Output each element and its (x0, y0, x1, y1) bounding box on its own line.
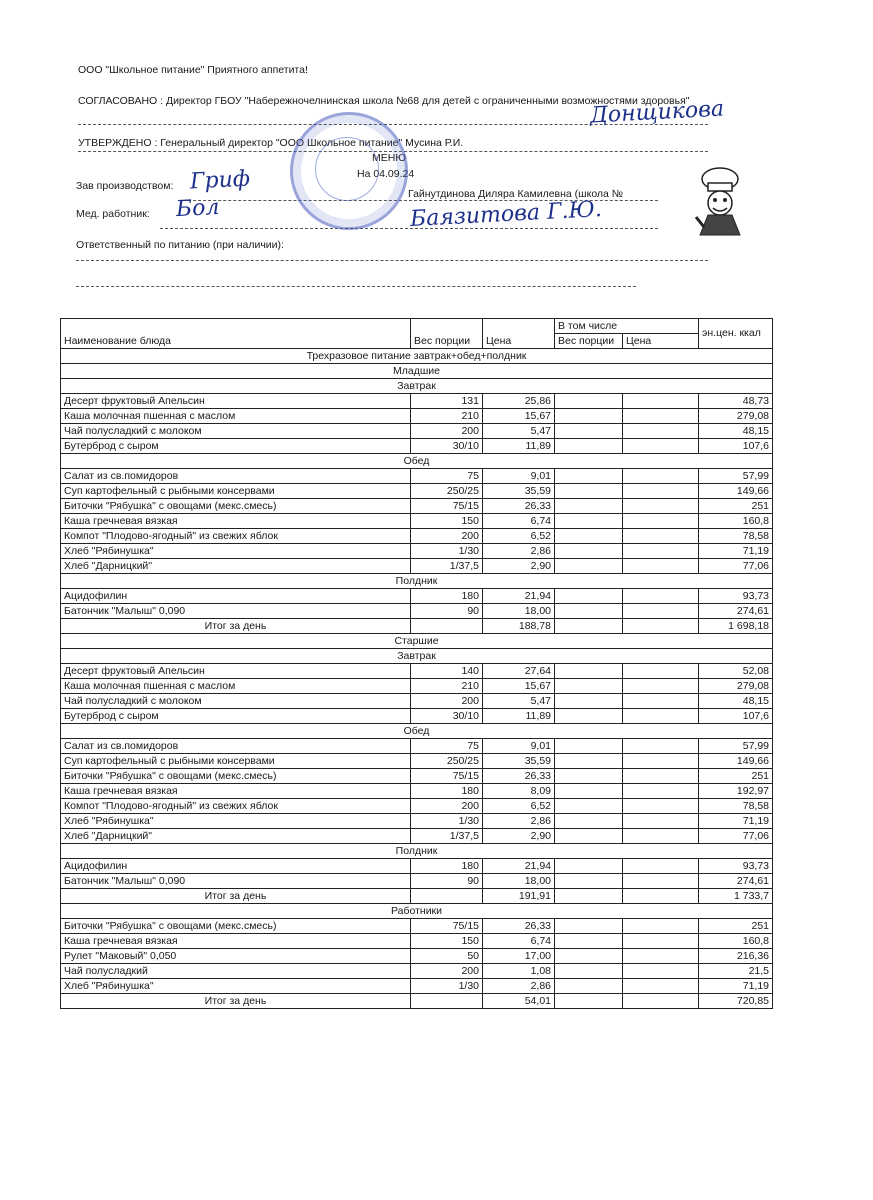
table-row (61, 739, 773, 754)
table-row (61, 499, 773, 514)
dish-weight: 150 (411, 514, 483, 529)
dish-weight (411, 994, 483, 1009)
dish-kcal: 279,08 (699, 409, 773, 424)
dish-name: Итог за день (61, 619, 411, 634)
table-row (61, 829, 773, 844)
dish-price: 8,09 (483, 784, 555, 799)
dish-price: 188,78 (483, 619, 555, 634)
meal-row (61, 724, 773, 739)
dish-name: Ацидофилин (61, 589, 411, 604)
table-row (61, 784, 773, 799)
dish-name: Суп картофельный с рыбными консервами (61, 484, 411, 499)
dish-price: 6,52 (483, 799, 555, 814)
table-row (61, 979, 773, 994)
meal-row (61, 649, 773, 664)
inc-weight (555, 664, 623, 679)
dish-name: Биточки "Рябушка" с овощами (мекс.смесь) (61, 919, 411, 934)
inc-weight (555, 589, 623, 604)
dish-kcal: 71,19 (699, 814, 773, 829)
inc-price (623, 424, 699, 439)
inc-price (623, 619, 699, 634)
dish-kcal: 1 698,18 (699, 619, 773, 634)
inc-price (623, 484, 699, 499)
inc-weight (555, 754, 623, 769)
table-row (61, 394, 773, 409)
dish-name: Каша гречневая вязкая (61, 934, 411, 949)
inc-weight (555, 679, 623, 694)
production-label: Зав производством: (76, 180, 174, 192)
dish-name: Суп картофельный с рыбными консервами (61, 754, 411, 769)
inc-price (623, 859, 699, 874)
inc-weight (555, 709, 623, 724)
dish-name: Хлеб "Дарницкий" (61, 559, 411, 574)
inc-price (623, 889, 699, 904)
dish-weight: 1/30 (411, 544, 483, 559)
dish-weight: 150 (411, 934, 483, 949)
production-signature: Гриф (189, 166, 251, 195)
chef-logo-icon (690, 165, 750, 245)
dish-price: 11,89 (483, 439, 555, 454)
dish-name: Батончик "Малыш" 0,090 (61, 604, 411, 619)
meal-label: Обед (61, 724, 773, 739)
group-row (61, 364, 773, 379)
approved-line: УТВЕРЖДЕНО : Генеральный директор "ООО Школьное питание" Мусина Р.И. (78, 137, 464, 149)
inc-weight (555, 979, 623, 994)
inc-price (623, 919, 699, 934)
dish-price: 26,33 (483, 919, 555, 934)
inc-price (623, 829, 699, 844)
dish-kcal: 279,08 (699, 679, 773, 694)
inc-weight (555, 469, 623, 484)
dish-name: Хлеб "Дарницкий" (61, 829, 411, 844)
dish-name: Каша гречневая вязкая (61, 514, 411, 529)
dish-kcal: 52,08 (699, 664, 773, 679)
inc-price (623, 799, 699, 814)
inc-weight (555, 559, 623, 574)
dish-kcal: 216,36 (699, 949, 773, 964)
inc-price (623, 589, 699, 604)
inc-weight (555, 799, 623, 814)
inc-weight (555, 529, 623, 544)
dish-weight: 250/25 (411, 484, 483, 499)
dish-weight: 75/15 (411, 499, 483, 514)
dish-price: 26,33 (483, 499, 555, 514)
inc-weight (555, 829, 623, 844)
inc-weight (555, 874, 623, 889)
inc-weight (555, 394, 623, 409)
dish-name: Бутерброд с сыром (61, 709, 411, 724)
table-row (61, 859, 773, 874)
meal-label: Завтрак (61, 379, 773, 394)
total-row (61, 994, 773, 1009)
dish-kcal: 93,73 (699, 589, 773, 604)
dish-kcal: 48,73 (699, 394, 773, 409)
dish-name: Каша гречневая вязкая (61, 784, 411, 799)
inc-price (623, 949, 699, 964)
table-row (61, 544, 773, 559)
dish-price: 2,86 (483, 814, 555, 829)
dish-weight: 200 (411, 964, 483, 979)
dish-name: Каша молочная пшенная с маслом (61, 409, 411, 424)
inc-price (623, 664, 699, 679)
inc-price (623, 694, 699, 709)
dish-kcal: 93,73 (699, 859, 773, 874)
inc-weight (555, 619, 623, 634)
dish-kcal: 251 (699, 919, 773, 934)
dish-weight: 30/10 (411, 709, 483, 724)
dish-weight: 180 (411, 589, 483, 604)
col-header-price: Цена (483, 319, 555, 349)
inc-price (623, 394, 699, 409)
inc-weight (555, 919, 623, 934)
dish-weight: 90 (411, 874, 483, 889)
dish-kcal: 57,99 (699, 469, 773, 484)
agreed-line: СОГЛАСОВАНО : Директор ГБОУ "Набережночелнинская школа №68 для детей с ограниченными возможностями здоровья" (78, 95, 690, 107)
dish-price: 35,59 (483, 484, 555, 499)
dish-weight: 140 (411, 664, 483, 679)
table-row (61, 514, 773, 529)
dish-name: Компот "Плодово-ягодный" из свежих яблок (61, 799, 411, 814)
dish-weight: 50 (411, 949, 483, 964)
menu-table (60, 318, 773, 1009)
table-row (61, 949, 773, 964)
dish-weight (411, 889, 483, 904)
dish-name: Десерт фруктовый Апельсин (61, 394, 411, 409)
col-header-inc-price: Цена (623, 334, 699, 349)
inc-price (623, 784, 699, 799)
table-row (61, 664, 773, 679)
inc-price (623, 814, 699, 829)
group-label: Старшие (61, 634, 773, 649)
table-row (61, 409, 773, 424)
dish-name: Батончик "Малыш" 0,090 (61, 874, 411, 889)
dish-name: Каша молочная пшенная с маслом (61, 679, 411, 694)
dish-weight: 200 (411, 694, 483, 709)
dish-weight: 180 (411, 859, 483, 874)
dish-price: 5,47 (483, 424, 555, 439)
inc-weight (555, 544, 623, 559)
table-row (61, 679, 773, 694)
inc-weight (555, 499, 623, 514)
inc-price (623, 529, 699, 544)
dish-name: Хлеб "Рябинушка" (61, 979, 411, 994)
dish-price: 21,94 (483, 859, 555, 874)
dish-name: Биточки "Рябушка" с овощами (мекс.смесь) (61, 499, 411, 514)
dish-price: 11,89 (483, 709, 555, 724)
inc-price (623, 964, 699, 979)
table-row (61, 484, 773, 499)
dish-weight: 1/30 (411, 814, 483, 829)
table-row (61, 769, 773, 784)
dish-kcal: 71,19 (699, 544, 773, 559)
dish-price: 2,86 (483, 979, 555, 994)
dish-kcal: 78,58 (699, 799, 773, 814)
table-row (61, 799, 773, 814)
dish-kcal: 77,06 (699, 829, 773, 844)
table-row (61, 439, 773, 454)
dish-kcal: 149,66 (699, 754, 773, 769)
dish-name: Биточки "Рябушка" с овощами (мекс.смесь) (61, 769, 411, 784)
dish-name: Бутерброд с сыром (61, 439, 411, 454)
table-row (61, 424, 773, 439)
dish-kcal: 1 733,7 (699, 889, 773, 904)
dish-weight: 250/25 (411, 754, 483, 769)
dish-price: 9,01 (483, 469, 555, 484)
org-title: ООО "Школьное питание" Приятного аппетита! (78, 64, 308, 76)
table-row (61, 529, 773, 544)
dish-name: Десерт фруктовый Апельсин (61, 664, 411, 679)
dish-name: Салат из св.помидоров (61, 739, 411, 754)
dish-kcal: 57,99 (699, 739, 773, 754)
inc-weight (555, 484, 623, 499)
dish-kcal: 720,85 (699, 994, 773, 1009)
dish-price: 191,91 (483, 889, 555, 904)
inc-weight (555, 814, 623, 829)
inc-price (623, 604, 699, 619)
medic-signature: Бол (175, 194, 221, 223)
director-signature: Донщикова (589, 96, 725, 129)
round-stamp (290, 112, 408, 230)
dish-price: 2,86 (483, 544, 555, 559)
group-label: Младшие (61, 364, 773, 379)
dish-kcal: 48,15 (699, 694, 773, 709)
dish-kcal: 251 (699, 499, 773, 514)
inc-price (623, 469, 699, 484)
inc-weight (555, 409, 623, 424)
dish-kcal: 107,6 (699, 439, 773, 454)
dish-weight: 90 (411, 604, 483, 619)
meal-row (61, 574, 773, 589)
dish-price: 27,64 (483, 664, 555, 679)
dish-kcal: 77,06 (699, 559, 773, 574)
medic-underline (160, 228, 658, 229)
group-row (61, 904, 773, 919)
dish-price: 1,08 (483, 964, 555, 979)
inc-price (623, 754, 699, 769)
dish-kcal: 21,5 (699, 964, 773, 979)
inc-weight (555, 694, 623, 709)
meal-row (61, 454, 773, 469)
inc-price (623, 499, 699, 514)
inc-weight (555, 889, 623, 904)
menu-title: МЕНЮ (372, 152, 406, 164)
total-row (61, 619, 773, 634)
dish-price: 5,47 (483, 694, 555, 709)
dish-price: 6,52 (483, 529, 555, 544)
dish-price: 17,00 (483, 949, 555, 964)
col-header-weight: Вес порции (411, 319, 483, 349)
dish-price: 15,67 (483, 409, 555, 424)
production-person: Гайнутдинова Диляра Камилевна (школа № (408, 188, 624, 200)
inc-weight (555, 994, 623, 1009)
dish-name: Хлеб "Рябинушка" (61, 544, 411, 559)
meal-label: Полдник (61, 844, 773, 859)
dish-price: 2,90 (483, 829, 555, 844)
inc-weight (555, 934, 623, 949)
medic-label: Мед. работник: (76, 208, 150, 220)
dish-weight: 1/37,5 (411, 829, 483, 844)
dish-price: 18,00 (483, 874, 555, 889)
inc-price (623, 769, 699, 784)
dish-weight: 1/30 (411, 979, 483, 994)
dish-price: 25,86 (483, 394, 555, 409)
table-row (61, 559, 773, 574)
dish-kcal: 160,8 (699, 934, 773, 949)
dish-kcal: 149,66 (699, 484, 773, 499)
dish-price: 26,33 (483, 769, 555, 784)
dish-price: 6,74 (483, 514, 555, 529)
total-row (61, 889, 773, 904)
inc-price (623, 994, 699, 1009)
inc-price (623, 409, 699, 424)
dish-name: Рулет "Маковый" 0,050 (61, 949, 411, 964)
table-row (61, 709, 773, 724)
table-row (61, 604, 773, 619)
inc-weight (555, 769, 623, 784)
inc-weight (555, 439, 623, 454)
inc-weight (555, 859, 623, 874)
dish-price: 21,94 (483, 589, 555, 604)
col-header-inc-weight: Вес порции (555, 334, 623, 349)
dish-price: 35,59 (483, 754, 555, 769)
col-header-name: Наименование блюда (61, 319, 411, 349)
inc-weight (555, 784, 623, 799)
group-row (61, 634, 773, 649)
meal-row (61, 379, 773, 394)
inc-price (623, 514, 699, 529)
inc-weight (555, 949, 623, 964)
inc-weight (555, 514, 623, 529)
inc-weight (555, 604, 623, 619)
table-row (61, 469, 773, 484)
responsible-label: Ответственный по питанию (при наличии): (76, 239, 284, 251)
dish-weight: 180 (411, 784, 483, 799)
dish-weight: 1/37,5 (411, 559, 483, 574)
dish-weight (411, 619, 483, 634)
dish-kcal: 160,8 (699, 514, 773, 529)
extra-underline (76, 286, 636, 287)
inc-price (623, 934, 699, 949)
inc-price (623, 544, 699, 559)
dish-price: 15,67 (483, 679, 555, 694)
inc-weight (555, 964, 623, 979)
dish-name: Чай полусладкий с молоком (61, 694, 411, 709)
dish-name: Итог за день (61, 889, 411, 904)
meal-row (61, 844, 773, 859)
dish-weight: 30/10 (411, 439, 483, 454)
dish-name: Итог за день (61, 994, 411, 1009)
table-row (61, 754, 773, 769)
dish-price: 54,01 (483, 994, 555, 1009)
menu-date: На 04.09.24 (357, 168, 415, 180)
dish-name: Ацидофилин (61, 859, 411, 874)
dish-price: 9,01 (483, 739, 555, 754)
inc-price (623, 709, 699, 724)
dish-kcal: 274,61 (699, 604, 773, 619)
dish-weight: 210 (411, 679, 483, 694)
inc-price (623, 739, 699, 754)
inc-weight (555, 739, 623, 754)
dish-weight: 75 (411, 469, 483, 484)
dish-weight: 75 (411, 739, 483, 754)
dish-kcal: 192,97 (699, 784, 773, 799)
dish-weight: 200 (411, 799, 483, 814)
dish-price: 18,00 (483, 604, 555, 619)
dish-price: 6,74 (483, 934, 555, 949)
dish-weight: 210 (411, 409, 483, 424)
meal-label: Завтрак (61, 649, 773, 664)
dish-name: Хлеб "Рябинушка" (61, 814, 411, 829)
inc-price (623, 979, 699, 994)
dish-weight: 200 (411, 529, 483, 544)
responsible-underline (76, 260, 708, 261)
dish-weight: 75/15 (411, 769, 483, 784)
table-row (61, 589, 773, 604)
dish-name: Салат из св.помидоров (61, 469, 411, 484)
dish-name: Чай полусладкий (61, 964, 411, 979)
dish-kcal: 48,15 (699, 424, 773, 439)
dish-weight: 200 (411, 424, 483, 439)
inc-price (623, 679, 699, 694)
dish-kcal: 274,61 (699, 874, 773, 889)
group-label: Работники (61, 904, 773, 919)
table-row (61, 919, 773, 934)
inc-price (623, 559, 699, 574)
inc-weight (555, 424, 623, 439)
col-header-including: В том числе (555, 319, 699, 334)
meal-label: Обед (61, 454, 773, 469)
inc-price (623, 874, 699, 889)
dish-weight: 131 (411, 394, 483, 409)
table-row (61, 964, 773, 979)
dish-weight: 75/15 (411, 919, 483, 934)
dish-kcal: 71,19 (699, 979, 773, 994)
col-header-energy: эн.цен. ккал (699, 319, 773, 349)
table-row (61, 934, 773, 949)
dish-price: 2,90 (483, 559, 555, 574)
dish-name: Компот "Плодово-ягодный" из свежих яблок (61, 529, 411, 544)
meal-label: Полдник (61, 574, 773, 589)
medic-signature-full: Баязитова Г.Ю. (409, 196, 603, 233)
menu-type: Трехразовое питание завтрак+обед+полдник (61, 349, 773, 364)
dish-kcal: 251 (699, 769, 773, 784)
table-row (61, 814, 773, 829)
dish-name: Чай полусладкий с молоком (61, 424, 411, 439)
dish-kcal: 78,58 (699, 529, 773, 544)
table-row (61, 874, 773, 889)
inc-price (623, 439, 699, 454)
dish-kcal: 107,6 (699, 709, 773, 724)
table-row (61, 694, 773, 709)
